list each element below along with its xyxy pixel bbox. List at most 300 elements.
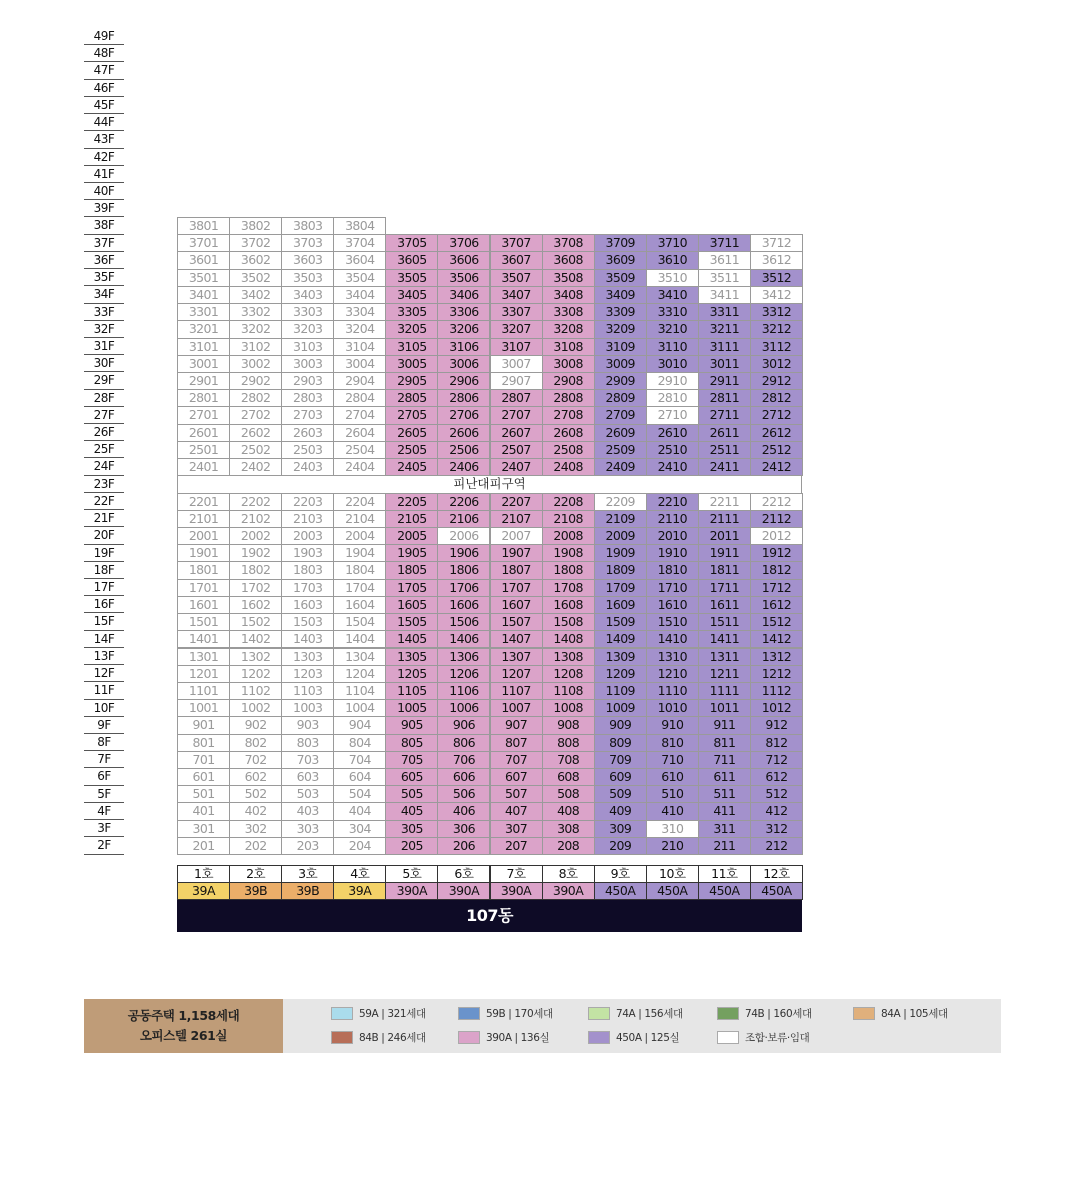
unit-cell: 2404 <box>333 458 386 476</box>
unit-cell: 2004 <box>333 527 386 545</box>
unit-cell: 611 <box>698 768 751 786</box>
unit-cell: 904 <box>333 716 386 734</box>
unit-cell: 3602 <box>229 251 282 269</box>
unit-cell: 511 <box>698 785 751 803</box>
unit-cell: 1412 <box>750 630 803 648</box>
unit-cell: 3105 <box>385 338 438 356</box>
unit-cell: 3409 <box>594 286 647 304</box>
unit-cell: 2412 <box>750 458 803 476</box>
unit-cell: 1809 <box>594 561 647 579</box>
floor-label: 8F <box>84 734 124 751</box>
unit-cell: 1307 <box>490 648 543 666</box>
unit-cell: 903 <box>281 716 334 734</box>
unit-cell: 3401 <box>177 286 230 304</box>
unit-cell: 906 <box>437 716 490 734</box>
unit-cell: 2901 <box>177 372 230 390</box>
unit-cell: 2911 <box>698 372 751 390</box>
unit-cell: 1403 <box>281 630 334 648</box>
unit-cell: 705 <box>385 751 438 769</box>
unit-cell: 1804 <box>333 561 386 579</box>
unit-cell: 612 <box>750 768 803 786</box>
unit-type-header: 39A <box>333 882 386 900</box>
unit-cell: 2409 <box>594 458 647 476</box>
unit-cell: 3011 <box>698 355 751 373</box>
unit-cell: 1612 <box>750 596 803 614</box>
floor-label: 36F <box>84 252 124 269</box>
unit-cell: 1211 <box>698 665 751 683</box>
floor-label: 16F <box>84 596 124 613</box>
floor-label: 48F <box>84 45 124 62</box>
unit-cell: 2512 <box>750 441 803 459</box>
unit-cell: 211 <box>698 837 751 855</box>
floor-label: 26F <box>84 424 124 441</box>
unit-cell: 1111 <box>698 682 751 700</box>
legend-label: 84A | 105세대 <box>881 1008 948 1020</box>
unit-cell: 3502 <box>229 269 282 287</box>
unit-cell: 308 <box>542 820 595 838</box>
unit-cell: 3006 <box>437 355 490 373</box>
floor-label: 11F <box>84 682 124 699</box>
unit-cell: 2502 <box>229 441 282 459</box>
unit-cell: 2407 <box>490 458 543 476</box>
unit-cell: 3005 <box>385 355 438 373</box>
legend-label: 84B | 246세대 <box>359 1032 426 1044</box>
unit-cell: 1707 <box>490 579 543 597</box>
unit-cell: 1606 <box>437 596 490 614</box>
unit-cell: 309 <box>594 820 647 838</box>
unit-cell: 803 <box>281 734 334 752</box>
unit-cell: 1210 <box>646 665 699 683</box>
legend <box>84 999 1001 1053</box>
unit-cell: 3009 <box>594 355 647 373</box>
legend-swatch <box>717 1007 739 1020</box>
unit-type-header: 450A <box>646 882 699 900</box>
unit-cell: 310 <box>646 820 699 838</box>
unit-cell: 1906 <box>437 544 490 562</box>
unit-cell: 2804 <box>333 389 386 407</box>
unit-cell: 307 <box>490 820 543 838</box>
unit-cell: 603 <box>281 768 334 786</box>
unit-cell: 2410 <box>646 458 699 476</box>
unit-cell: 509 <box>594 785 647 803</box>
unit-cell: 202 <box>229 837 282 855</box>
unit-cell: 908 <box>542 716 595 734</box>
unit-cell: 3407 <box>490 286 543 304</box>
floor-label-column <box>84 28 124 855</box>
unit-cell: 2609 <box>594 424 647 442</box>
floor-label: 3F <box>84 820 124 837</box>
unit-cell: 910 <box>646 716 699 734</box>
unit-cell: 1708 <box>542 579 595 597</box>
unit-cell: 3411 <box>698 286 751 304</box>
unit-cell: 1712 <box>750 579 803 597</box>
unit-cell: 607 <box>490 768 543 786</box>
unit-cell: 1411 <box>698 630 751 648</box>
unit-cell: 2503 <box>281 441 334 459</box>
unit-cell: 2909 <box>594 372 647 390</box>
unit-cell: 2508 <box>542 441 595 459</box>
floor-label: 40F <box>84 183 124 200</box>
unit-cell: 3702 <box>229 234 282 252</box>
unit-cell: 1309 <box>594 648 647 666</box>
unit-cell: 2704 <box>333 406 386 424</box>
unit-cell: 3302 <box>229 303 282 321</box>
unit-cell: 1312 <box>750 648 803 666</box>
unit-cell: 1701 <box>177 579 230 597</box>
unit-cell: 1304 <box>333 648 386 666</box>
unit-cell: 1503 <box>281 613 334 631</box>
unit-cell: 1011 <box>698 699 751 717</box>
unit-cell: 1903 <box>281 544 334 562</box>
unit-number-header: 7호 <box>490 865 543 883</box>
unit-cell: 2005 <box>385 527 438 545</box>
unit-cell: 3203 <box>281 320 334 338</box>
unit-cell: 210 <box>646 837 699 855</box>
legend-swatch <box>331 1031 353 1044</box>
unit-cell: 1901 <box>177 544 230 562</box>
unit-cell: 2401 <box>177 458 230 476</box>
floor-label: 38F <box>84 217 124 234</box>
unit-cell: 3312 <box>750 303 803 321</box>
unit-cell: 805 <box>385 734 438 752</box>
unit-cell: 2601 <box>177 424 230 442</box>
unit-number-header: 10호 <box>646 865 699 883</box>
unit-cell: 912 <box>750 716 803 734</box>
unit-number-header: 2호 <box>229 865 282 883</box>
unit-cell: 1910 <box>646 544 699 562</box>
floor-label: 5F <box>84 786 124 803</box>
unit-cell: 205 <box>385 837 438 855</box>
unit-cell: 2509 <box>594 441 647 459</box>
legend-item <box>717 1030 809 1045</box>
unit-cell: 2709 <box>594 406 647 424</box>
legend-label: 59A | 321세대 <box>359 1008 426 1020</box>
unit-cell: 409 <box>594 802 647 820</box>
unit-number-header: 1호 <box>177 865 230 883</box>
unit-cell: 1408 <box>542 630 595 648</box>
unit-type-header: 390A <box>490 882 543 900</box>
floor-label: 33F <box>84 304 124 321</box>
unit-cell: 1805 <box>385 561 438 579</box>
unit-cell: 204 <box>333 837 386 855</box>
unit-cell: 2706 <box>437 406 490 424</box>
unit-cell: 1902 <box>229 544 282 562</box>
legend-item <box>331 1030 426 1045</box>
unit-cell: 2403 <box>281 458 334 476</box>
unit-cell: 3208 <box>542 320 595 338</box>
unit-type-header: 39B <box>281 882 334 900</box>
unit-cell: 3706 <box>437 234 490 252</box>
unit-cell: 3112 <box>750 338 803 356</box>
unit-cell: 1001 <box>177 699 230 717</box>
unit-cell: 1609 <box>594 596 647 614</box>
unit-cell: 2906 <box>437 372 490 390</box>
unit-cell: 1002 <box>229 699 282 717</box>
unit-type-header: 39B <box>229 882 282 900</box>
unit-cell: 2807 <box>490 389 543 407</box>
floor-label: 21F <box>84 510 124 527</box>
unit-cell: 1009 <box>594 699 647 717</box>
floor-label: 47F <box>84 62 124 79</box>
unit-cell: 3311 <box>698 303 751 321</box>
unit-cell: 2505 <box>385 441 438 459</box>
unit-cell: 3004 <box>333 355 386 373</box>
unit-cell: 1604 <box>333 596 386 614</box>
unit-type-header: 39A <box>177 882 230 900</box>
legend-swatch <box>458 1007 480 1020</box>
unit-cell: 2903 <box>281 372 334 390</box>
unit-cell: 712 <box>750 751 803 769</box>
unit-cell: 402 <box>229 802 282 820</box>
unit-cell: 3103 <box>281 338 334 356</box>
unit-cell: 1607 <box>490 596 543 614</box>
unit-cell: 3506 <box>437 269 490 287</box>
unit-cell: 1801 <box>177 561 230 579</box>
unit-cell: 709 <box>594 751 647 769</box>
unit-cell: 2712 <box>750 406 803 424</box>
unit-cell: 502 <box>229 785 282 803</box>
unit-cell: 807 <box>490 734 543 752</box>
floor-label: 30F <box>84 355 124 372</box>
unit-cell: 2510 <box>646 441 699 459</box>
unit-cell: 2801 <box>177 389 230 407</box>
unit-cell: 802 <box>229 734 282 752</box>
unit-cell: 3010 <box>646 355 699 373</box>
unit-type-header: 450A <box>750 882 803 900</box>
unit-cell: 2611 <box>698 424 751 442</box>
unit-cell: 3611 <box>698 251 751 269</box>
unit-cell: 2708 <box>542 406 595 424</box>
unit-cell: 3710 <box>646 234 699 252</box>
floor-label: 6F <box>84 768 124 785</box>
unit-cell: 809 <box>594 734 647 752</box>
building-name: 107동 <box>177 900 802 932</box>
unit-cell: 2206 <box>437 493 490 511</box>
floor-label: 45F <box>84 97 124 114</box>
unit-cell: 3102 <box>229 338 282 356</box>
unit-cell: 508 <box>542 785 595 803</box>
unit-cell: 404 <box>333 802 386 820</box>
unit-cell: 1209 <box>594 665 647 683</box>
column-headers <box>177 865 802 900</box>
unit-cell: 208 <box>542 837 595 855</box>
unit-cell: 3612 <box>750 251 803 269</box>
unit-cell: 2810 <box>646 389 699 407</box>
unit-cell: 1912 <box>750 544 803 562</box>
unit-cell: 2809 <box>594 389 647 407</box>
unit-cell: 301 <box>177 820 230 838</box>
unit-cell: 1201 <box>177 665 230 683</box>
unit-cell: 2107 <box>490 510 543 528</box>
unit-cell: 3402 <box>229 286 282 304</box>
unit-cell: 3108 <box>542 338 595 356</box>
unit-cell: 701 <box>177 751 230 769</box>
unit-cell: 3605 <box>385 251 438 269</box>
legend-swatch <box>588 1031 610 1044</box>
unit-cell: 708 <box>542 751 595 769</box>
unit-cell: 1004 <box>333 699 386 717</box>
unit-cell: 1006 <box>437 699 490 717</box>
unit-cell: 2501 <box>177 441 230 459</box>
unit-cell: 3305 <box>385 303 438 321</box>
unit-cell: 1504 <box>333 613 386 631</box>
unit-cell: 1908 <box>542 544 595 562</box>
unit-cell: 1909 <box>594 544 647 562</box>
floor-label: 2F <box>84 837 124 854</box>
unit-cell: 2908 <box>542 372 595 390</box>
floor-label: 13F <box>84 648 124 665</box>
legend-swatch <box>853 1007 875 1020</box>
floor-label: 28F <box>84 390 124 407</box>
unit-cell: 911 <box>698 716 751 734</box>
unit-cell: 2803 <box>281 389 334 407</box>
unit-cell: 3608 <box>542 251 595 269</box>
unit-cell: 2011 <box>698 527 751 545</box>
unit-cell: 1709 <box>594 579 647 597</box>
unit-cell: 1706 <box>437 579 490 597</box>
unit-cell: 2210 <box>646 493 699 511</box>
unit-cell: 506 <box>437 785 490 803</box>
floor-label: 37F <box>84 235 124 252</box>
unit-cell: 3111 <box>698 338 751 356</box>
floor-label: 24F <box>84 458 124 475</box>
unit-cell: 2108 <box>542 510 595 528</box>
unit-cell: 2808 <box>542 389 595 407</box>
unit-cell: 2602 <box>229 424 282 442</box>
unit-cell: 1104 <box>333 682 386 700</box>
legend-item <box>588 1006 683 1021</box>
unit-number-header: 11호 <box>698 865 751 883</box>
unit-cell: 3703 <box>281 234 334 252</box>
unit-cell: 806 <box>437 734 490 752</box>
unit-cell: 3202 <box>229 320 282 338</box>
unit-cell: 3508 <box>542 269 595 287</box>
unit-number-header: 12호 <box>750 865 803 883</box>
unit-cell: 1508 <box>542 613 595 631</box>
unit-cell: 2009 <box>594 527 647 545</box>
unit-cell: 2710 <box>646 406 699 424</box>
unit-cell: 3610 <box>646 251 699 269</box>
unit-cell: 1911 <box>698 544 751 562</box>
unit-cell: 510 <box>646 785 699 803</box>
unit-cell: 2608 <box>542 424 595 442</box>
unit-cell: 2603 <box>281 424 334 442</box>
unit-cell: 1301 <box>177 648 230 666</box>
unit-cell: 3711 <box>698 234 751 252</box>
unit-cell: 512 <box>750 785 803 803</box>
unit-cell: 711 <box>698 751 751 769</box>
unit-cell: 1007 <box>490 699 543 717</box>
unit-cell: 507 <box>490 785 543 803</box>
unit-cell: 412 <box>750 802 803 820</box>
floor-label: 18F <box>84 562 124 579</box>
unit-cell: 601 <box>177 768 230 786</box>
unit-cell: 3204 <box>333 320 386 338</box>
unit-number-header: 9호 <box>594 865 647 883</box>
legend-title <box>84 999 283 1053</box>
unit-cell: 812 <box>750 734 803 752</box>
unit-cell: 2204 <box>333 493 386 511</box>
unit-cell: 609 <box>594 768 647 786</box>
unit-cell: 2606 <box>437 424 490 442</box>
legend-swatch <box>458 1031 480 1044</box>
unit-cell: 3412 <box>750 286 803 304</box>
unit-cell: 2003 <box>281 527 334 545</box>
unit-cell: 1810 <box>646 561 699 579</box>
legend-item <box>588 1030 679 1045</box>
unit-cell: 1303 <box>281 648 334 666</box>
unit-cell: 909 <box>594 716 647 734</box>
unit-cell: 1603 <box>281 596 334 614</box>
unit-cell: 811 <box>698 734 751 752</box>
unit-cell: 1102 <box>229 682 282 700</box>
unit-number-header: 4호 <box>333 865 386 883</box>
unit-cell: 605 <box>385 768 438 786</box>
unit-cell: 3207 <box>490 320 543 338</box>
unit-cell: 2912 <box>750 372 803 390</box>
unit-cell: 1106 <box>437 682 490 700</box>
unit-cell: 2111 <box>698 510 751 528</box>
unit-cell: 704 <box>333 751 386 769</box>
unit-cell: 702 <box>229 751 282 769</box>
unit-cell: 801 <box>177 734 230 752</box>
refuge-floor-label: 피난대피구역 <box>177 475 802 493</box>
unit-cell: 1404 <box>333 630 386 648</box>
unit-cell: 1110 <box>646 682 699 700</box>
floor-label: 39F <box>84 200 124 217</box>
unit-cell: 1605 <box>385 596 438 614</box>
unit-cell: 3507 <box>490 269 543 287</box>
unit-cell: 2701 <box>177 406 230 424</box>
legend-title-housing: 공동주택 1,158세대 <box>127 1008 240 1023</box>
floor-label: 25F <box>84 441 124 458</box>
unit-cell: 3309 <box>594 303 647 321</box>
unit-cell: 3002 <box>229 355 282 373</box>
unit-cell: 2101 <box>177 510 230 528</box>
unit-cell: 3008 <box>542 355 595 373</box>
unit-cell: 3012 <box>750 355 803 373</box>
unit-cell: 3403 <box>281 286 334 304</box>
unit-cell: 2705 <box>385 406 438 424</box>
unit-cell: 203 <box>281 837 334 855</box>
unit-cell: 3304 <box>333 303 386 321</box>
unit-cell: 810 <box>646 734 699 752</box>
unit-cell: 1806 <box>437 561 490 579</box>
floor-label: 29F <box>84 372 124 389</box>
floor-label: 12F <box>84 665 124 682</box>
unit-cell: 1208 <box>542 665 595 683</box>
unit-cell: 3410 <box>646 286 699 304</box>
unit-cell: 3705 <box>385 234 438 252</box>
unit-cell: 1611 <box>698 596 751 614</box>
unit-cell: 1807 <box>490 561 543 579</box>
unit-cell: 2203 <box>281 493 334 511</box>
unit-cell: 408 <box>542 802 595 820</box>
unit-cell: 2612 <box>750 424 803 442</box>
unit-cell: 1501 <box>177 613 230 631</box>
unit-cell: 1302 <box>229 648 282 666</box>
unit-cell: 905 <box>385 716 438 734</box>
unit-cell: 505 <box>385 785 438 803</box>
unit-cell: 1305 <box>385 648 438 666</box>
unit-type-header: 450A <box>698 882 751 900</box>
unit-cell: 3408 <box>542 286 595 304</box>
unit-cell: 1704 <box>333 579 386 597</box>
unit-cell: 3107 <box>490 338 543 356</box>
unit-cell: 1608 <box>542 596 595 614</box>
floor-label: 44F <box>84 114 124 131</box>
unit-number-header: 3호 <box>281 865 334 883</box>
